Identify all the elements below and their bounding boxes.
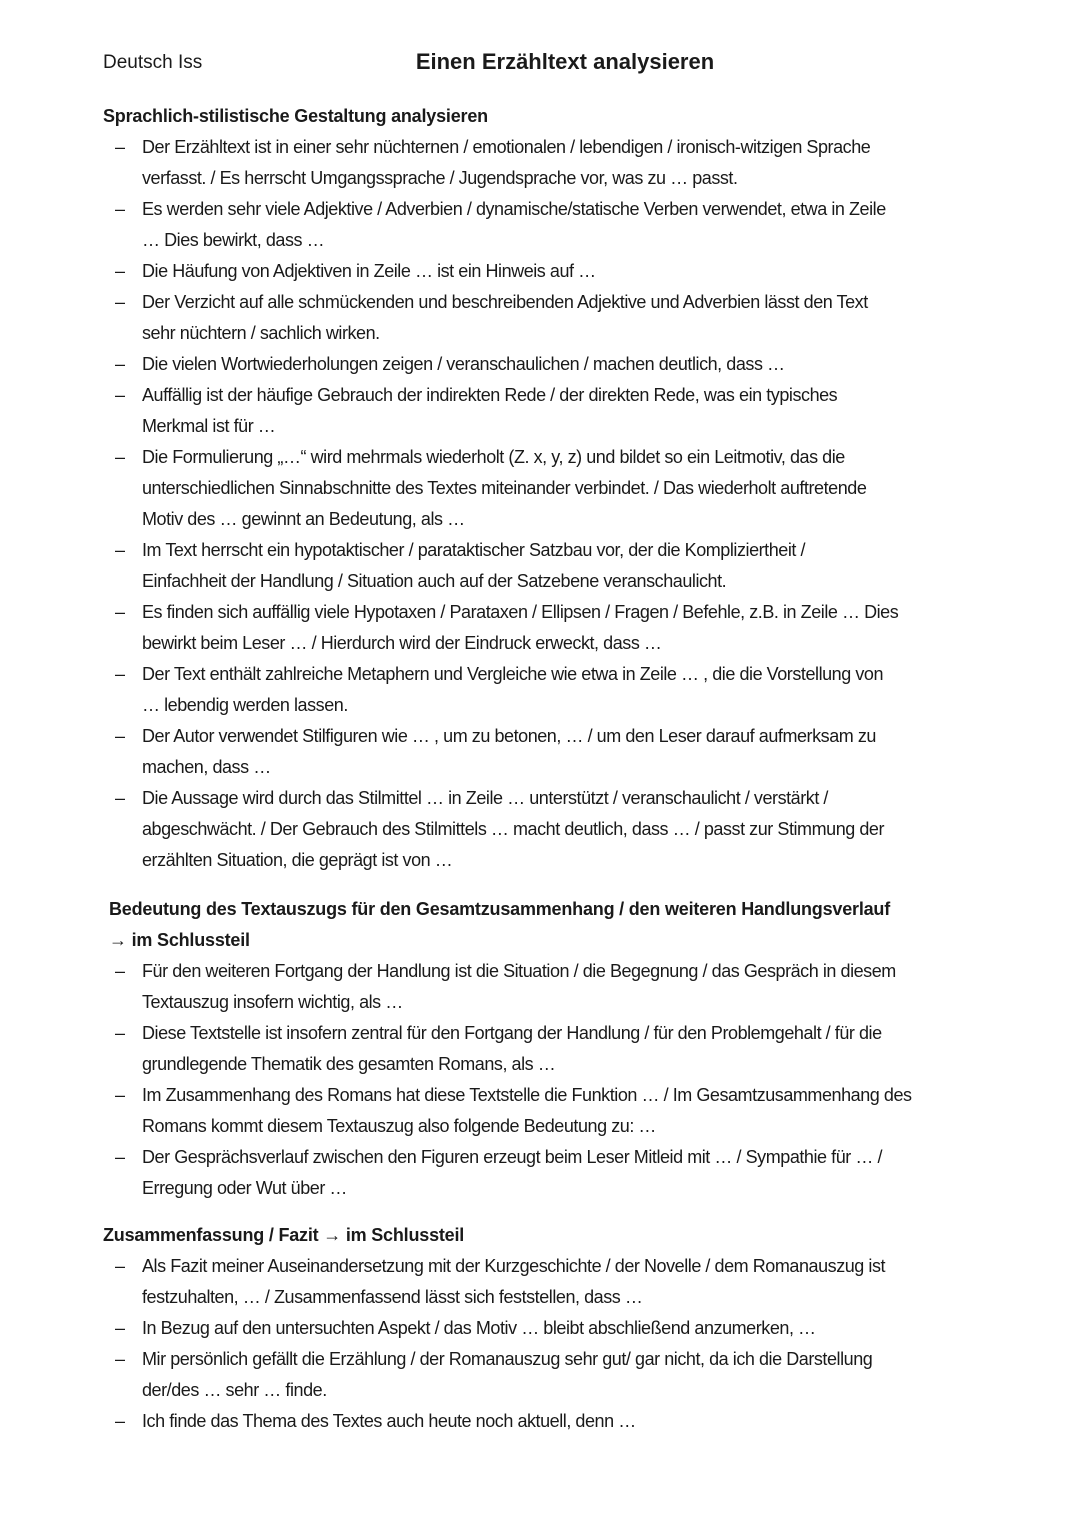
list-item — [103, 1406, 1043, 1437]
bullet-dash: – — [115, 354, 126, 374]
list-item-text: unterschiedlichen Sinnabschnitte des Textes miteinander verbindet. / Das wiederholt auftretende — [142, 478, 867, 498]
section-heading: Sprachlich-stilistische Gestaltung analysieren — [103, 106, 488, 126]
list-item-text: grundlegende Thematik des gesamten Romans, als … — [142, 1054, 556, 1074]
list-item — [103, 194, 1043, 256]
list-item — [103, 1080, 1049, 1142]
bullet-dash: – — [115, 1023, 126, 1043]
list-item-text: Es werden sehr viele Adjektive / Adverbien / dynamische/statische Verben verwendet, etwa in Zeile — [142, 199, 886, 219]
bullet-dash: – — [115, 788, 126, 808]
list-item-text: Als Fazit meiner Auseinandersetzung mit der Kurzgeschichte / der Novelle / dem Romanauszug ist — [142, 1256, 886, 1276]
list-item-text: Der Autor verwendet Stilfiguren wie … , um zu betonen, … / um den Leser darauf aufmerksam zu — [142, 726, 876, 746]
section-heading: → im Schlussteil — [109, 930, 250, 950]
list-item — [103, 132, 1043, 194]
list-item — [103, 721, 1043, 783]
list-item-text: Merkmal ist für … — [142, 416, 276, 436]
list-item-text: In Bezug auf den untersuchten Aspekt / das Motiv … bleibt abschließend anzumerken, … — [142, 1318, 816, 1338]
section-heading: Bedeutung des Textauszugs für den Gesamtzusammenhang / den weiteren Handlungsverlauf — [109, 899, 891, 919]
list-item — [103, 1313, 1043, 1344]
section-heading: Zusammenfassung / Fazit → im Schlussteil — [103, 1225, 465, 1245]
list-item — [103, 1344, 1043, 1406]
page-title: Einen Erzähltext analysieren — [415, 49, 715, 74]
list-item-text: festzuhalten, … / Zusammenfassend lässt sich feststellen, dass … — [142, 1287, 643, 1307]
bullet-dash: – — [115, 602, 126, 622]
list-item — [103, 783, 1043, 876]
bullet-dash: – — [115, 447, 126, 467]
list-item — [103, 256, 1043, 287]
section-conclusion — [103, 1220, 1043, 1437]
list-item-text: Es finden sich auffällig viele Hypotaxen / Parataxen / Ellipsen / Fragen / Befehle, z.B. in Zeile … Dies — [142, 602, 899, 622]
bullet-dash: – — [115, 1411, 126, 1431]
list-item-text: Die Aussage wird durch das Stilmittel … in Zeile … unterstützt / veranschaulicht / verstärkt / — [142, 788, 828, 808]
list-item-text: Einfachheit der Handlung / Situation auch auf der Satzebene veranschaulicht. — [142, 571, 727, 591]
list-item-text: … Dies bewirkt, dass … — [142, 230, 325, 250]
bullet-dash: – — [115, 292, 126, 312]
list-item-text: machen, dass … — [142, 757, 271, 777]
list-item-text: … lebendig werden lassen. — [142, 695, 348, 715]
list-item-text: Der Erzähltext ist in einer sehr nüchternen / emotionalen / lebendigen / ironisch-witzigen Sprache — [142, 137, 871, 157]
bullet-dash: – — [115, 664, 126, 684]
section-significance — [109, 894, 1049, 1204]
list-item-text: Für den weiteren Fortgang der Handlung ist die Situation / die Begegnung / das Gespräch in diesem — [142, 961, 896, 981]
bullet-dash: – — [115, 1147, 126, 1167]
list-item-text: Die Formulierung „…“ wird mehrmals wiederholt (Z. x, y, z) und bildet so ein Leitmotiv, das die — [142, 447, 845, 467]
list-item-text: Textauszug insofern wichtig, als … — [142, 992, 403, 1012]
list-item-text: Auffällig ist der häufige Gebrauch der indirekten Rede / der direkten Rede, was ein typisches — [142, 385, 838, 405]
list-item-text: Mir persönlich gefällt die Erzählung / der Romanauszug sehr gut/ gar nicht, da ich die Darstellung — [142, 1349, 873, 1369]
list-item — [103, 597, 1043, 659]
list-item-text: verfasst. / Es herrscht Umgangssprache / Jugendsprache vor, was zu … passt. — [142, 168, 738, 188]
list-item — [103, 380, 1043, 442]
list-item-text: sehr nüchtern / sachlich wirken. — [142, 323, 380, 343]
bullet-dash: – — [115, 1256, 126, 1276]
list-item-text: Motiv des … gewinnt an Bedeutung, als … — [142, 509, 465, 529]
list-item-text: Der Text enthält zahlreiche Metaphern und Vergleiche wie etwa in Zeile … , die die Vorstellung von — [142, 664, 884, 684]
list-item-text: der/des … sehr … finde. — [142, 1380, 327, 1400]
list-item — [103, 956, 1049, 1018]
bullet-dash: – — [115, 261, 126, 281]
list-item — [103, 442, 1043, 535]
list-item — [103, 659, 1043, 721]
list-item-text: Die Häufung von Adjektiven in Zeile … ist ein Hinweis auf … — [142, 261, 596, 281]
list-item-text: Ich finde das Thema des Textes auch heute noch aktuell, denn … — [142, 1411, 636, 1431]
list-item-text: Im Text herrscht ein hypotaktischer / parataktischer Satzbau vor, der die Kompliziertheit / — [142, 540, 806, 560]
list-item — [103, 1251, 1043, 1313]
bullet-dash: – — [115, 385, 126, 405]
bullet-dash: – — [115, 1085, 126, 1105]
list-item-text: Diese Textstelle ist insofern zentral für den Fortgang der Handlung / für den Problemgehalt / für die — [142, 1023, 882, 1043]
list-item-text: erzählten Situation, die geprägt ist von … — [142, 850, 453, 870]
bullet-dash: – — [115, 1349, 126, 1369]
bullet-dash: – — [115, 726, 126, 746]
list-item — [103, 349, 1043, 380]
list-item-text: Erregung oder Wut über … — [142, 1178, 347, 1198]
section-stylistic-analysis — [103, 101, 1043, 876]
list-item-text: Der Verzicht auf alle schmückenden und beschreibenden Adjektive und Adverbien lässt den Text — [142, 292, 868, 312]
subject-label: Deutsch Iss — [103, 52, 203, 73]
bullet-dash: – — [115, 961, 126, 981]
bullet-dash: – — [115, 199, 126, 219]
list-item — [103, 535, 1043, 597]
bullet-dash: – — [115, 1318, 126, 1338]
list-item — [103, 287, 1043, 349]
list-item-text: Romans kommt diesem Textauszug also folgende Bedeutung zu: … — [142, 1116, 656, 1136]
list-item-text: bewirkt beim Leser … / Hierdurch wird der Eindruck erweckt, dass … — [142, 633, 662, 653]
bullet-dash: – — [115, 137, 126, 157]
list-item-text: Die vielen Wortwiederholungen zeigen / veranschaulichen / machen deutlich, dass … — [142, 354, 785, 374]
list-item-text: Im Zusammenhang des Romans hat diese Textstelle die Funktion … / Im Gesamtzusammenhang des — [142, 1085, 912, 1105]
list-item — [103, 1018, 1049, 1080]
list-item — [103, 1142, 1049, 1204]
list-item-text: abgeschwächt. / Der Gebrauch des Stilmittels … macht deutlich, dass … / passt zur Stimmung der — [142, 819, 885, 839]
list-item-text: Der Gesprächsverlauf zwischen den Figuren erzeugt beim Leser Mitleid mit … / Sympathie für … / — [142, 1147, 883, 1167]
bullet-dash: – — [115, 540, 126, 560]
